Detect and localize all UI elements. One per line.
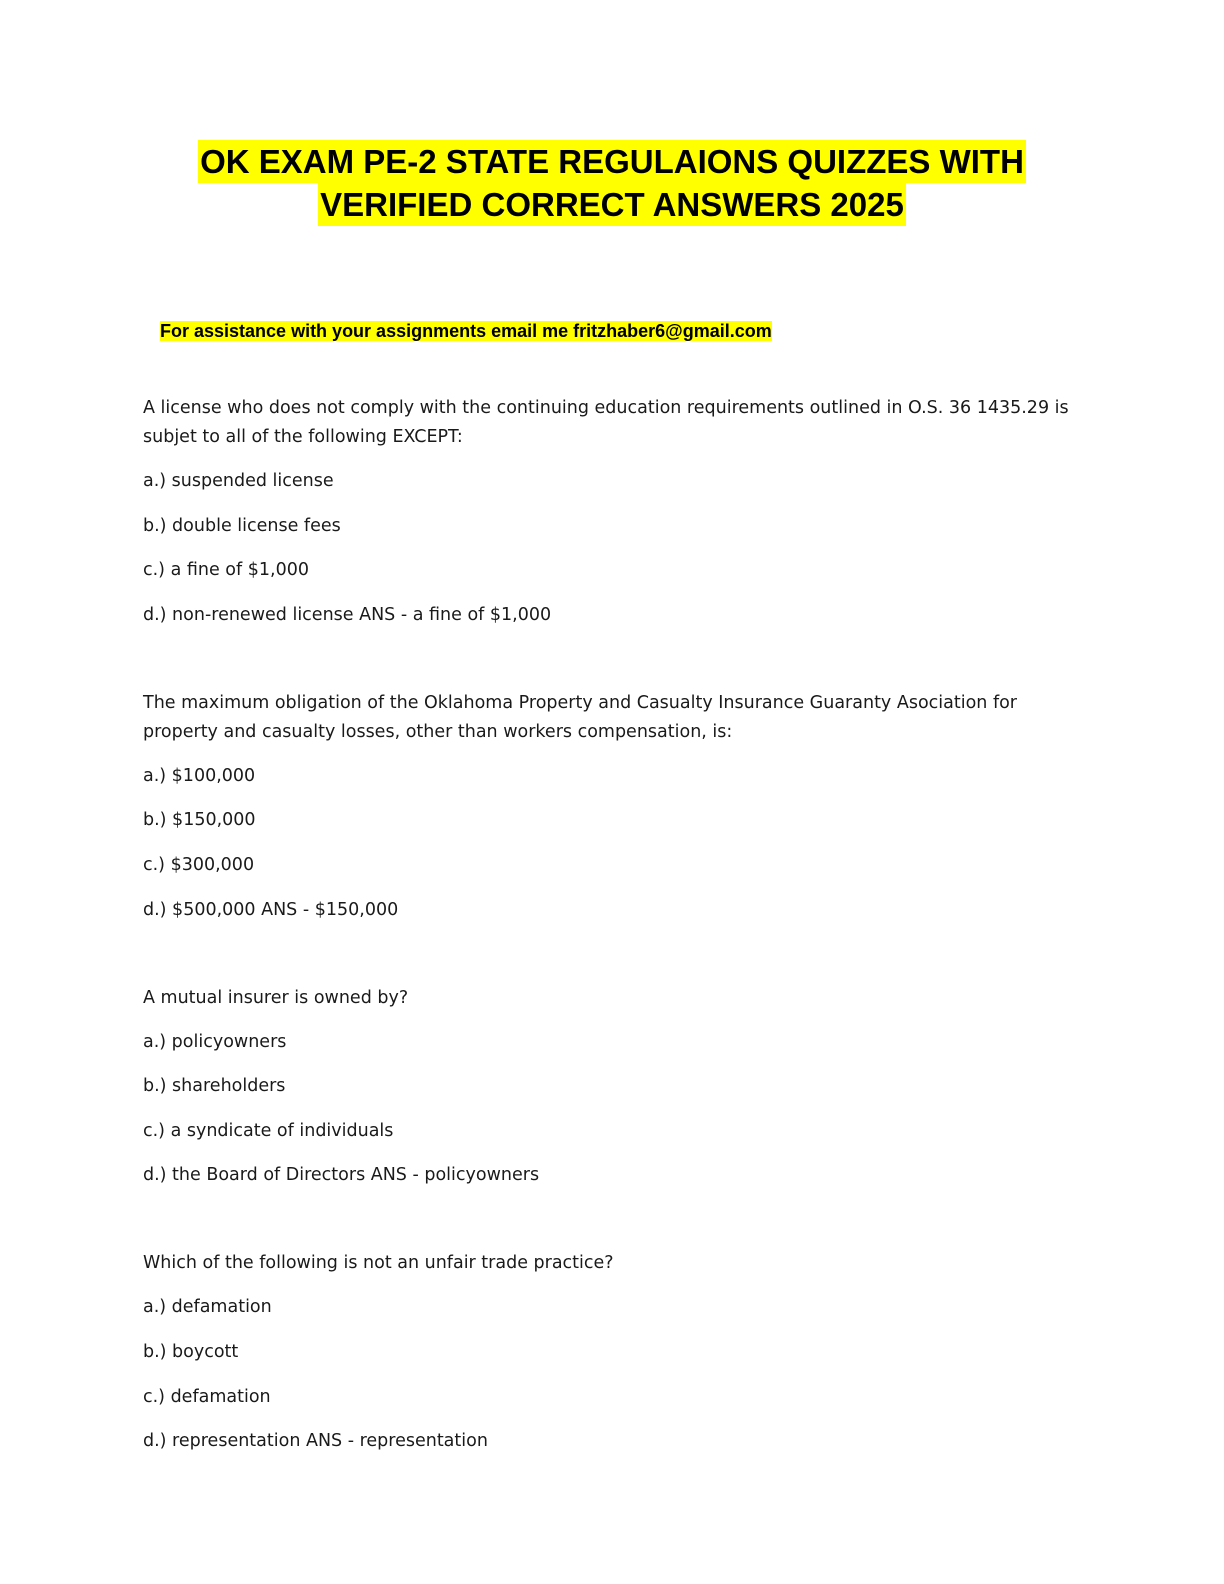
option-d-answer: d.) the Board of Directors ANS - policyowners <box>143 1165 540 1186</box>
option-c: c.) $300,000 <box>143 854 255 875</box>
question-text: Which of the following is not an unfair trade practice? <box>143 1253 614 1274</box>
question-3 <box>143 984 1083 1191</box>
question-1 <box>143 394 1083 630</box>
contact-note <box>160 318 772 344</box>
option-d-answer: d.) $500,000 ANS - $150,000 <box>143 899 399 920</box>
contact-text: For assistance with your assignments email me fritzhaber6@gmail.com <box>160 321 772 341</box>
option-b: b.) double license fees <box>143 515 341 536</box>
question-list <box>143 394 1083 1515</box>
option-b: b.) boycott <box>143 1341 239 1362</box>
option-c: c.) a syndicate of individuals <box>143 1120 394 1141</box>
option-c: c.) a fine of $1,000 <box>143 560 309 581</box>
option-a: a.) suspended license <box>143 471 334 491</box>
question-2 <box>143 689 1083 925</box>
option-b: b.) shareholders <box>143 1076 286 1097</box>
question-text: The maximum obligation of the Oklahoma Property and Casualty Insurance Guaranty Asociation for property and casualty losses, other than workers compensation, is: <box>143 692 1018 742</box>
option-d-answer: d.) non-renewed license ANS - a fine of $1,000 <box>143 604 552 625</box>
option-b: b.) $150,000 <box>143 810 256 831</box>
question-4 <box>143 1249 1083 1456</box>
option-c: c.) defamation <box>143 1386 271 1407</box>
option-a: a.) policyowners <box>143 1031 287 1052</box>
option-a: a.) $100,000 <box>143 765 256 786</box>
document-title <box>0 140 1224 226</box>
question-text: A mutual insurer is owned by? <box>143 987 409 1008</box>
question-text: A license who does not comply with the continuing education requirements outlined in O.S. 36 1435.29 is subjet to all of the following EXCEPT: <box>143 398 1069 447</box>
title-line-2: VERIFIED CORRECT ANSWERS 2025 <box>318 183 906 226</box>
option-a: a.) defamation <box>143 1297 272 1318</box>
title-line-1: OK EXAM PE-2 STATE REGULAIONS QUIZZES WITH <box>198 140 1026 183</box>
option-d-answer: d.) representation ANS - representation <box>143 1431 488 1452</box>
